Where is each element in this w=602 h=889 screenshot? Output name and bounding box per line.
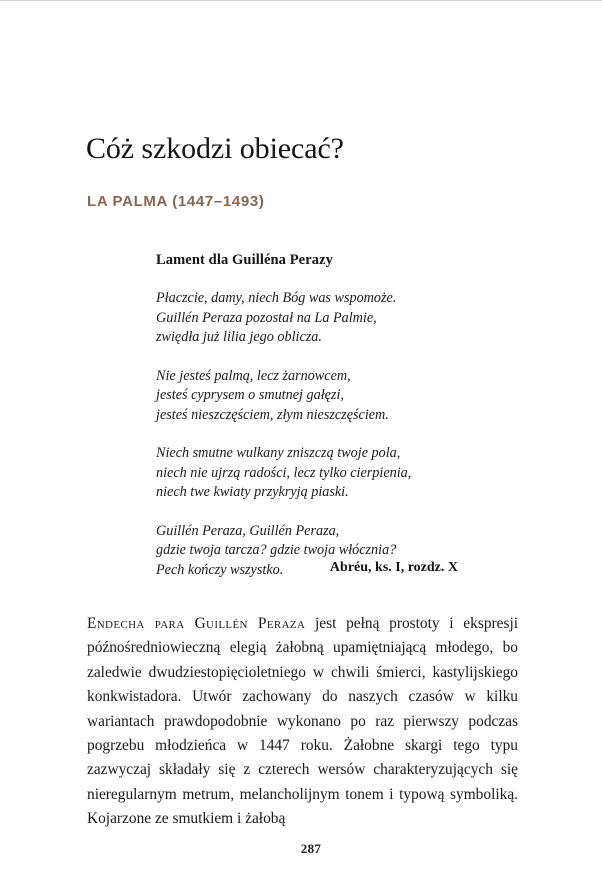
page-top-rule (0, 0, 602, 1)
poem-stanza (156, 289, 458, 348)
commentary-body: jest pełną prostoty i ekspresji późnośredniowieczną elegią żałobną upamiętniającą młodego, bo zaledwie dwudziestopięcioletniego w chwili śmierci, kastylijskiego konkwistadora. Utwór zachowany do naszych czasów w kilku wariantach prawdopodobnie wykonano po raz pierwszy podczas pogrzebu młodzieńca w 1447 roku. Żałobne skargi tego typu zazwyczaj składały się z czterech wersów charakteryzujących się nieregularnym metrum, melancholijnym tonem i typową symboliką. Kojarzone ze smutkiem i żałobą (87, 615, 519, 828)
poem-verse: zwiędła już lilia jego oblicza. (156, 329, 322, 345)
poem-verse: Nie jesteś palmą, lecz żarnowcem, (156, 367, 351, 384)
page-title: Cóż szkodzi obiecać? (86, 132, 344, 165)
poem-verse: Niech smutne wulkany zniszczą twoje pola, (156, 445, 401, 461)
poem-verse: Guillén Peraza, Guillén Peraza, (156, 522, 340, 539)
poem-verse: jesteś cyprysem o smutnej gałęzi, (156, 387, 344, 403)
poem-verse: gdzie twoja tarcza? gdzie twoja włócznia? (156, 542, 397, 558)
poem-verse: Pech kończy wszystko. (156, 561, 284, 578)
page-number: 287 (300, 841, 322, 856)
commentary-paragraph (87, 612, 518, 832)
poem-stanza (156, 367, 458, 426)
poem-stanza (156, 444, 458, 503)
poem-block (156, 251, 458, 580)
poem-verse: jesteś nieszczęściem, złym nieszczęściem. (156, 406, 389, 423)
poem-verse: niech twe kwiaty przykryją piaski. (156, 484, 349, 500)
poem-attribution: Abréu, ks. I, rozdz. X (329, 560, 458, 575)
poem-verse: Płaczcie, damy, niech Bóg was wspomoże. (156, 290, 397, 306)
poem-title: Lament dla Guilléna Perazy (156, 252, 333, 268)
poem-verse: niech nie ujrzą radości, lecz tylko cierpienia, (156, 464, 412, 481)
poem-verse: Guillén Peraza pozostał na La Palmie, (156, 309, 377, 326)
commentary-lead-smallcaps: Endecha para Guillén Peraza (87, 615, 306, 632)
chapter-subtitle: LA PALMA (1447–1493) (87, 193, 265, 210)
